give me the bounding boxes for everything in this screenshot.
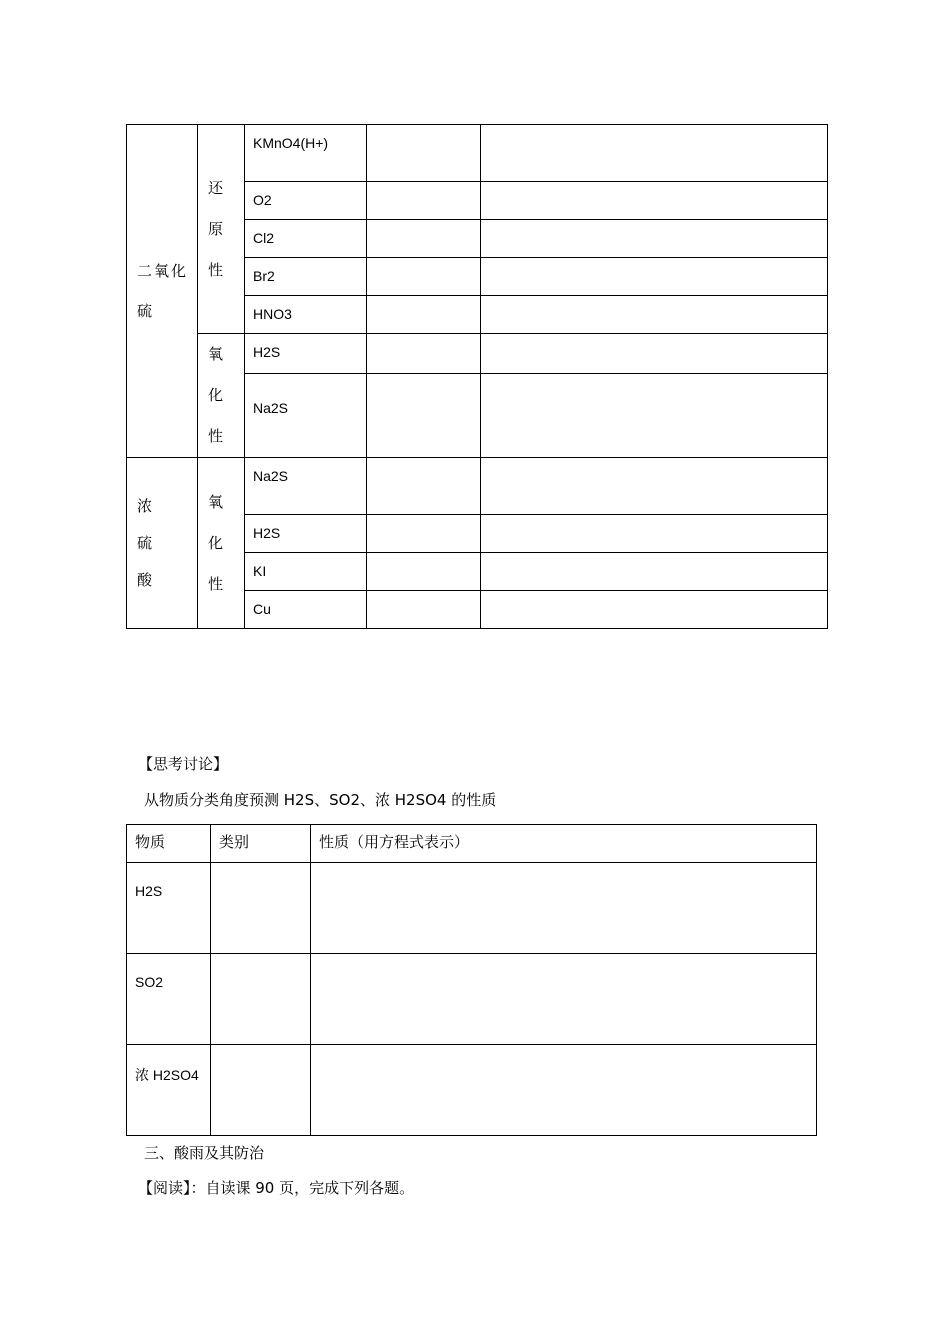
substance-label: 二氧化 (137, 262, 189, 280)
substance-cell-h2so4 (127, 458, 198, 629)
answer-cell[interactable] (367, 515, 481, 553)
property-cell-oxidizing (198, 334, 245, 458)
property-char: 氧 (208, 345, 224, 363)
substance-char: 浓 (137, 496, 153, 515)
properties-table (126, 124, 828, 629)
answer-cell[interactable] (311, 954, 817, 1045)
answer-cell[interactable] (481, 591, 828, 629)
property-cell-oxidizing (198, 458, 245, 629)
reagent-cell: Na2S (245, 373, 367, 457)
property-char: 还 (208, 178, 224, 197)
answer-cell[interactable] (481, 373, 828, 457)
discussion-prompt: 从物质分类角度预测 H2S、SO2、浓 H2SO4 的性质 (144, 791, 497, 809)
answer-cell[interactable] (367, 458, 481, 515)
header-cell: 类别 (211, 825, 311, 863)
answer-cell[interactable] (481, 258, 828, 296)
header-cell: 物质 (127, 825, 211, 863)
answer-cell[interactable] (367, 334, 481, 374)
discussion-heading: 【思考讨论】 (138, 755, 229, 773)
substance-char: 酸 (137, 570, 153, 589)
answer-cell[interactable] (481, 334, 828, 374)
row-label-cell: H2S (127, 863, 211, 954)
answer-cell[interactable] (367, 296, 481, 334)
reagent-cell: Na2S (245, 458, 367, 515)
answer-cell[interactable] (367, 591, 481, 629)
reagent-cell: KMnO4(H+) (245, 125, 367, 182)
reagent-cell: HNO3 (245, 296, 367, 334)
substance-cell-so2 (127, 125, 198, 458)
section-title: 三、酸雨及其防治 (144, 1144, 265, 1162)
reagent-cell: O2 (245, 182, 367, 220)
row-label-cell: 浓 H2SO4 (127, 1045, 211, 1136)
answer-cell[interactable] (481, 182, 828, 220)
reading-instruction: 【阅读】：自读课 90 页，完成下列各题。 (138, 1179, 415, 1197)
header-cell: 性质（用方程式表示） (311, 825, 817, 863)
row-label-cell: SO2 (127, 954, 211, 1045)
reagent-cell: KI (245, 553, 367, 591)
prediction-table (126, 824, 817, 1136)
answer-cell[interactable] (311, 863, 817, 954)
answer-cell[interactable] (367, 125, 481, 182)
answer-cell[interactable] (481, 458, 828, 515)
answer-cell[interactable] (367, 182, 481, 220)
property-char: 化 (208, 533, 224, 552)
answer-cell[interactable] (367, 553, 481, 591)
answer-cell[interactable] (211, 954, 311, 1045)
answer-cell[interactable] (367, 258, 481, 296)
answer-cell[interactable] (211, 863, 311, 954)
property-char: 氧 (208, 492, 224, 511)
reagent-cell: H2S (245, 515, 367, 553)
answer-cell[interactable] (481, 220, 828, 258)
answer-cell[interactable] (211, 1045, 311, 1136)
property-cell-reducing (198, 125, 245, 334)
answer-cell[interactable] (367, 373, 481, 457)
property-char: 性 (208, 260, 224, 279)
property-char: 性 (208, 427, 224, 445)
reagent-cell: Cl2 (245, 220, 367, 258)
reagent-cell: Cu (245, 591, 367, 629)
property-char: 化 (208, 386, 224, 404)
substance-label: 硫 (137, 302, 153, 320)
answer-cell[interactable] (311, 1045, 817, 1136)
answer-cell[interactable] (481, 125, 828, 182)
answer-cell[interactable] (367, 220, 481, 258)
answer-cell[interactable] (481, 553, 828, 591)
reagent-cell: H2S (245, 334, 367, 374)
answer-cell[interactable] (481, 296, 828, 334)
property-char: 性 (208, 574, 224, 593)
answer-cell[interactable] (481, 515, 828, 553)
substance-char: 硫 (137, 533, 153, 552)
reagent-cell: Br2 (245, 258, 367, 296)
property-char: 原 (208, 219, 224, 238)
